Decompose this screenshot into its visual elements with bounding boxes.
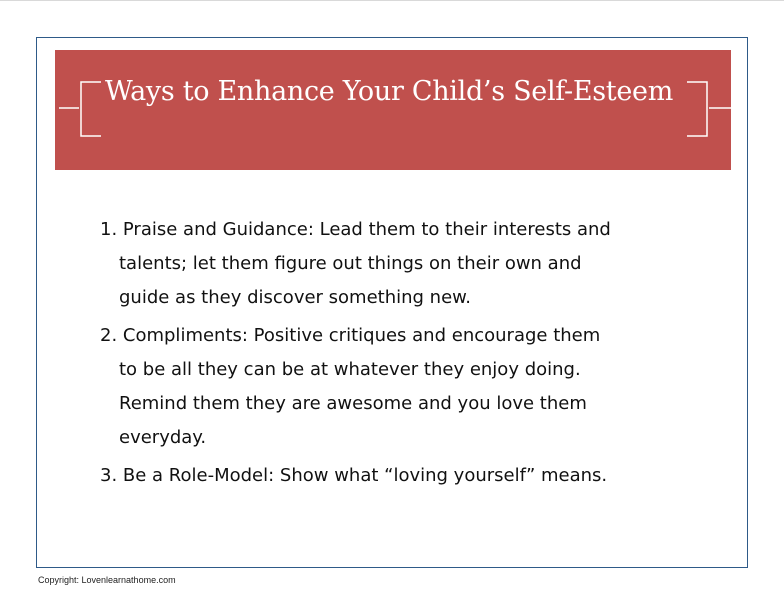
tips-list xyxy=(100,213,700,497)
list-item-line: everyday. xyxy=(119,427,207,448)
list-item xyxy=(100,459,700,493)
list-item xyxy=(100,213,700,315)
list-item-line: Remind them they are awesome and you love them xyxy=(119,393,587,414)
page-title: Ways to Enhance Your Child’s Self-Esteem xyxy=(105,76,674,107)
list-item-line: to be all they can be at whatever they enjoy doing. xyxy=(119,359,581,380)
bracket-decoration xyxy=(55,50,731,170)
copyright-notice: Copyright: Lovenlearnathome.com xyxy=(38,575,176,585)
top-rule xyxy=(0,0,784,1)
title-banner xyxy=(55,50,731,170)
list-item-line: 1. Praise and Guidance: Lead them to their interests and xyxy=(100,219,611,240)
list-item-line: 2. Compliments: Positive critiques and encourage them xyxy=(100,325,601,346)
list-item xyxy=(100,319,700,455)
list-item-line: talents; let them figure out things on their own and xyxy=(119,253,582,274)
list-item-line: guide as they discover something new. xyxy=(119,287,471,308)
list-item-line: 3. Be a Role-Model: Show what “loving yourself” means. xyxy=(100,465,608,486)
